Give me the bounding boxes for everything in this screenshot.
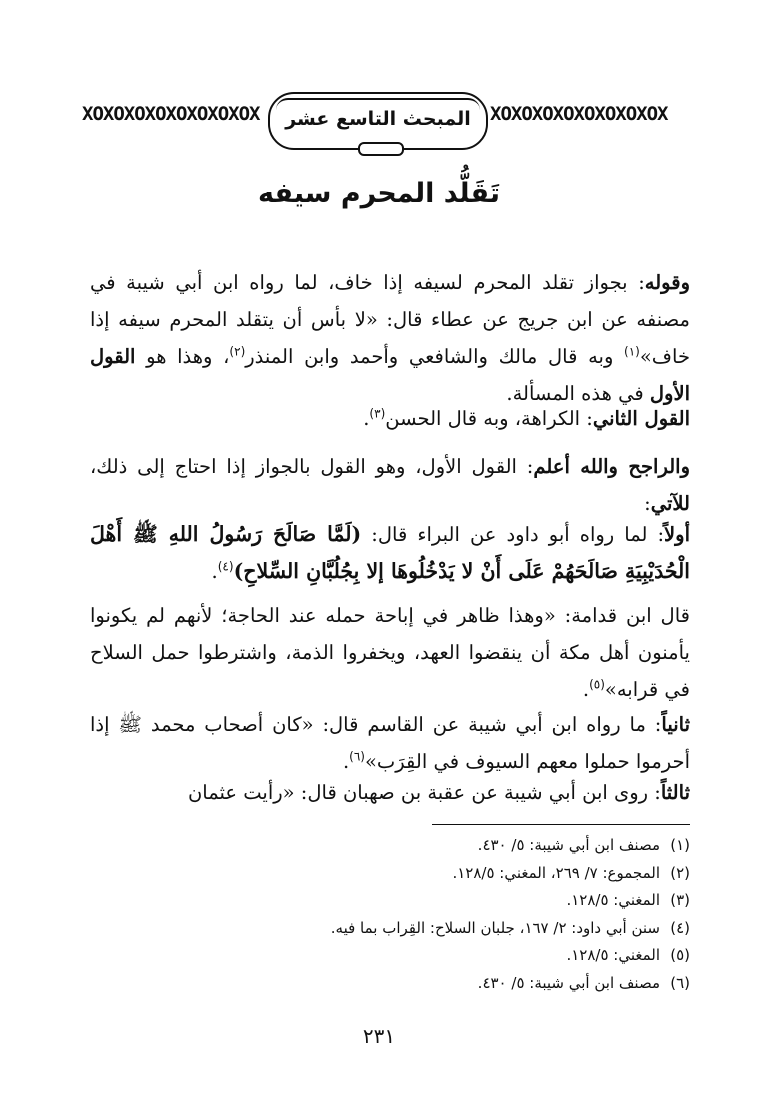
paragraph-6: [90, 706, 690, 780]
footnote-text: المجموع: ٧/ ٢٦٩، المغني: ١٢٨/٥.: [452, 863, 660, 882]
paragraph-text: في هذه المسألة.: [506, 382, 650, 405]
footnote-number: (١): [670, 836, 690, 854]
footnote-item: [90, 860, 690, 888]
footnote-ref[interactable]: (٦): [349, 749, 365, 764]
paragraph-text: قال ابن قدامة: «وهذا ظاهر في إباحة حمله عند الحاجة؛ لأنهم لم يكونوا يأمنون أهل مكة أن ينقضوا العهد، ويخفروا الذمة، واشترطوا حمل السلاح في قرابه»: [90, 604, 690, 701]
footnote-ref[interactable]: (٢): [229, 344, 246, 359]
paragraph-text: : روى ابن أبي شيبة عن عقبة بن صهبان قال: «رأيت عثمان: [187, 781, 661, 804]
footnote-item: [90, 970, 690, 998]
paragraph-2: [90, 400, 690, 437]
hadith-quote: (لَمَّا صَالَحَ رَسُولُ اللهِ ﷺ أَهْلَ الْحُدَيْبِيَةِ صَالَحَهُمْ عَلَى أَنْ لا يَدْخُلُوهَا إلا بِجُلُبَّانِ السِّلاحِ): [90, 522, 690, 583]
footnote-text: سنن أبي داود: ٢/ ١٦٧، جلبان السلاح: القِراب بما فيه.: [330, 918, 660, 937]
paragraph-text: : الكراهة، وبه قال الحسن: [385, 407, 593, 430]
footnote-number: (٤): [670, 918, 690, 937]
paragraph-1: [90, 264, 690, 412]
footnote-separator: [432, 824, 690, 825]
paragraph-text: .: [342, 750, 350, 773]
paragraph-text: : القول الأول، وهو القول بالجواز إذا احتاج إلى ذلك،: [90, 455, 534, 478]
emphasis-term: القول الأول: [90, 345, 690, 405]
footnote-ref[interactable]: (١): [624, 344, 640, 359]
lead-term: والراجح والله أعلم: [533, 455, 690, 478]
footnote-text: المغني: ١٢٨/٥.: [566, 891, 660, 910]
paragraph-text: : بجواز تقلد المحرم لسيفه إذا خاف، لما رواه ابن أبي شيبة في مصنفه عن ابن جريج عن عطاء قال: «لا بأس أن يتقلد المحرم سيفه إذا خاف»: [90, 271, 690, 368]
footnote-number: (٣): [670, 891, 690, 910]
footnote-ref[interactable]: (٥): [589, 677, 605, 692]
footnote-text: مصنف ابن أبي شيبة: ٥/ ٤٣٠.: [477, 836, 660, 854]
header-ornament-left: XOXOXOXOXOXOXOXOX: [82, 103, 260, 125]
paragraph-7: [90, 774, 690, 811]
page-number: ٢٣١: [362, 1024, 396, 1048]
footnote-item: [90, 915, 690, 943]
paragraph-text: :: [644, 492, 651, 515]
footnote-number: (٥): [670, 946, 690, 965]
footnote-item: [90, 887, 690, 915]
section-heading: المبحث التاسع عشر: [285, 108, 471, 130]
lead-term: وقوله: [644, 271, 690, 294]
paragraph-4: [90, 516, 690, 590]
footnote-ref[interactable]: (٤): [217, 559, 234, 574]
paragraph-text: ، وهذا هو: [135, 345, 230, 368]
lead-term: القول الثاني: [592, 407, 690, 430]
footnote-text: المغني: ١٢٨/٥.: [566, 946, 660, 965]
footnote-text: مصنف ابن أبي شيبة: ٥/ ٤٣٠.: [477, 973, 660, 992]
chapter-title: تَقَلُّد المحرم سيفه: [258, 178, 500, 209]
paragraph-text: وبه قال مالك والشافعي وأحمد وابن المنذر: [245, 345, 625, 368]
paragraph-5: [90, 597, 690, 708]
header-ornament-right: XOXOXOXOXOXOXOXOX: [490, 103, 668, 125]
footnote-item: [90, 942, 690, 970]
footnote-ref[interactable]: (٣): [369, 406, 386, 421]
paragraph-text: : ما رواه ابن أبي شيبة عن القاسم قال: «كان أصحاب محمد ﷺ إذا أحرموا حملوا معهم السيوف في القِرَب»: [90, 713, 690, 773]
emphasis-term: للآتي: [650, 492, 690, 515]
lead-term: أولاً: [664, 523, 690, 546]
footnote-item: [90, 832, 690, 860]
paragraph-3: [90, 448, 690, 522]
lead-term: ثانياً: [661, 713, 690, 736]
paragraph-text: .: [582, 678, 590, 701]
footnote-number: (٦): [670, 973, 690, 992]
section-heading-tab: [358, 142, 404, 156]
paragraph-text: .: [211, 560, 218, 583]
footnotes: [90, 832, 690, 998]
footnote-number: (٢): [670, 863, 690, 882]
paragraph-text: : لما رواه أبو داود عن البراء قال:: [361, 523, 665, 546]
paragraph-text: .: [363, 407, 370, 430]
lead-term: ثالثاً: [660, 781, 690, 804]
